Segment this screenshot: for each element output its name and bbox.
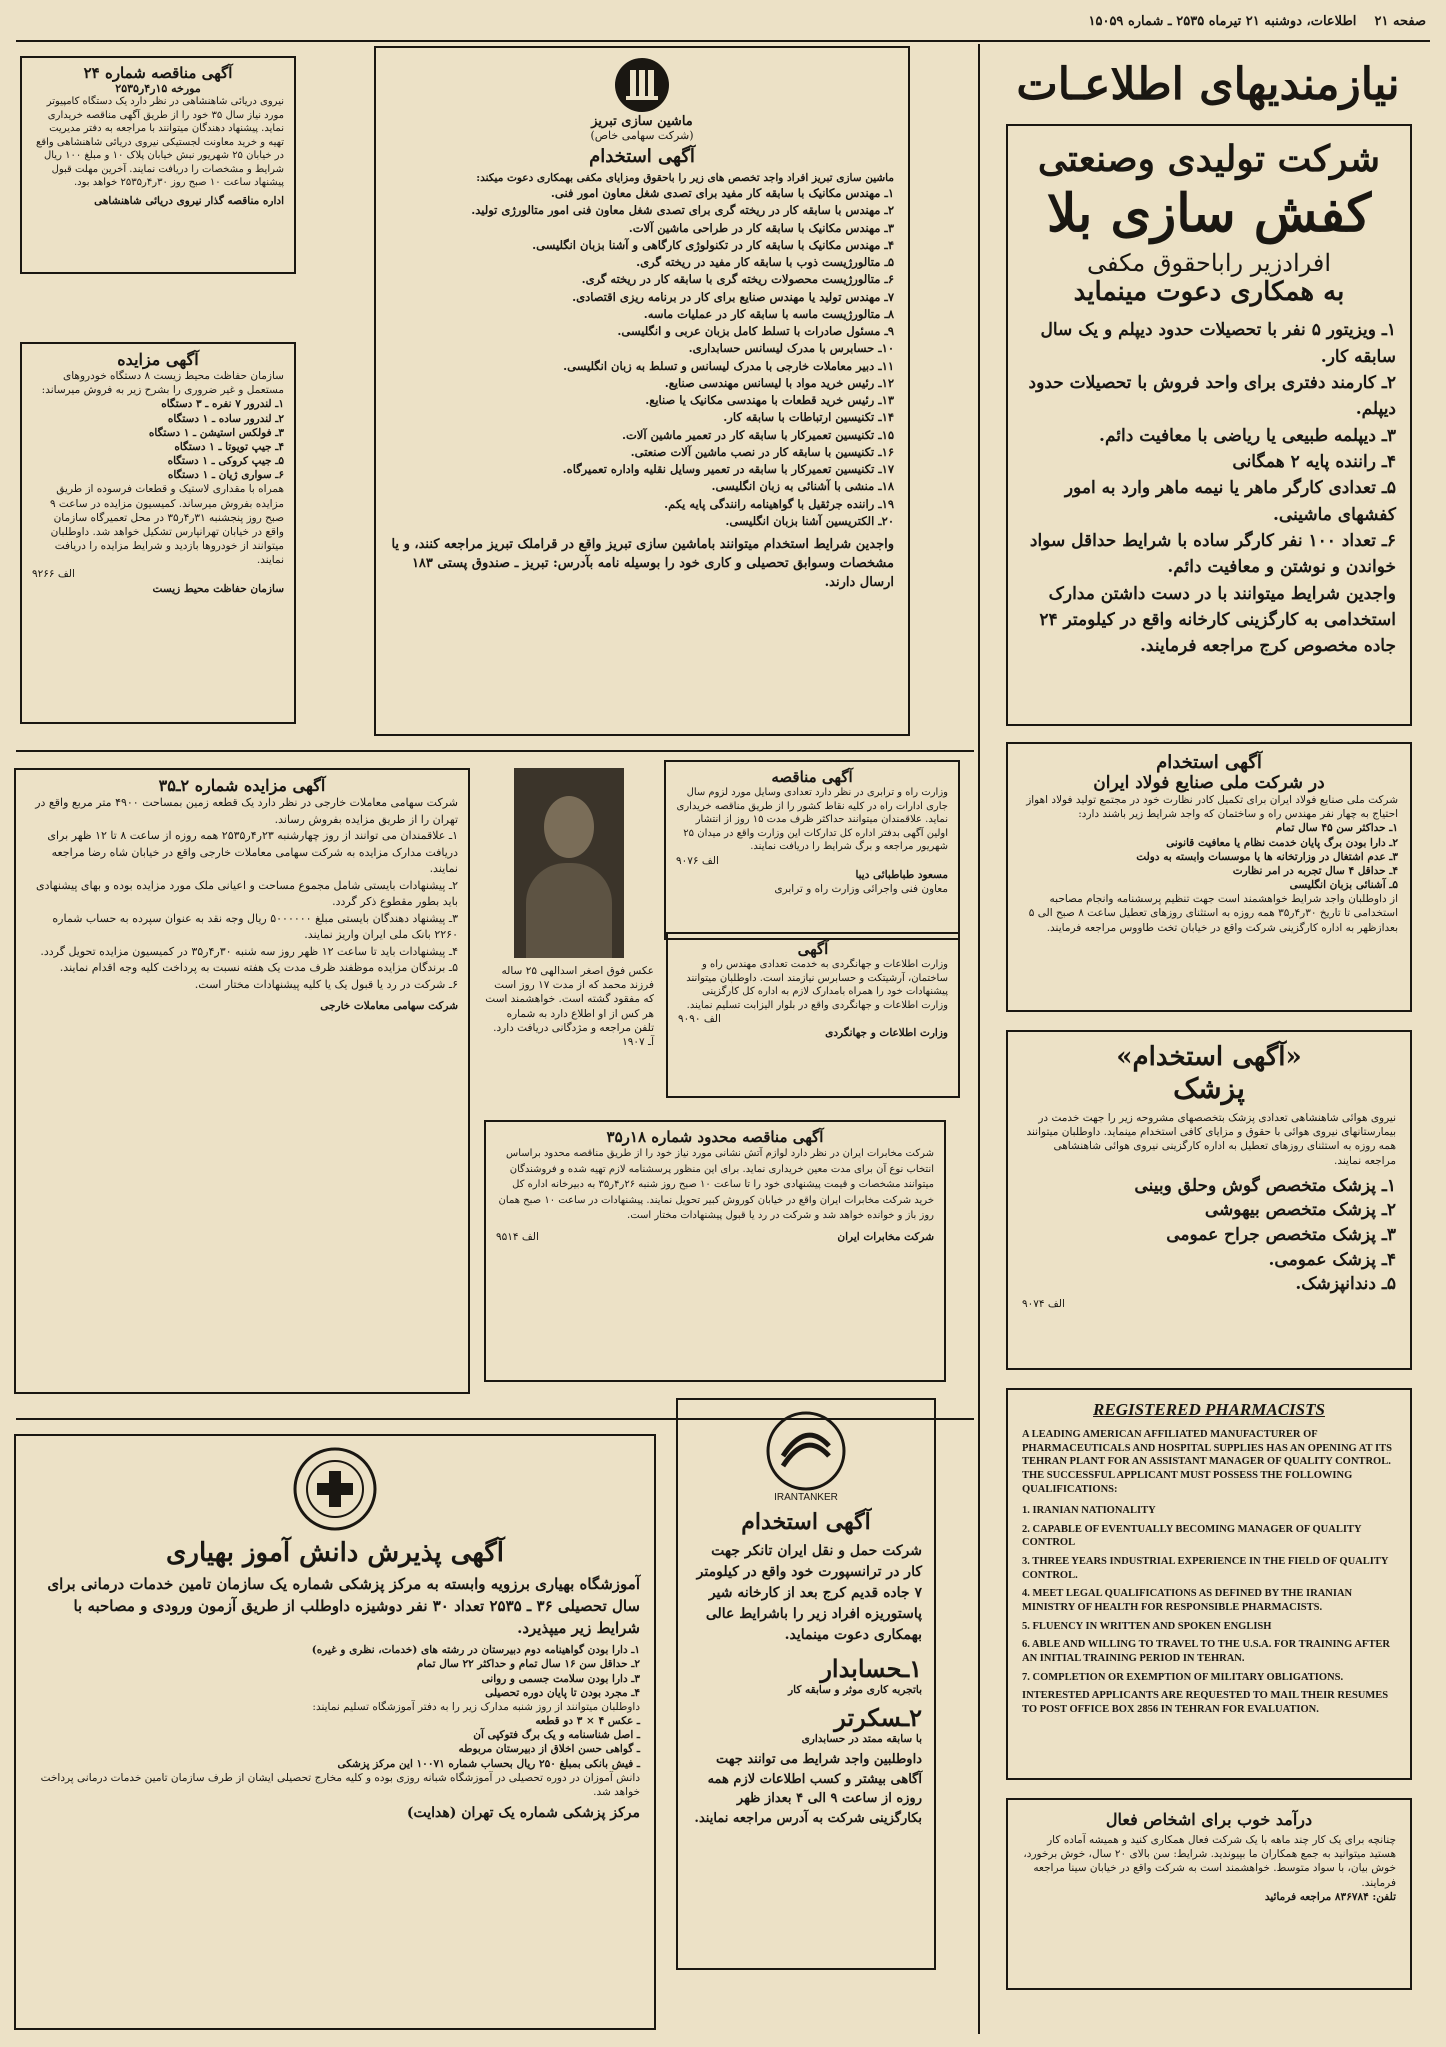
doctor-intro: نیروی هوائی شاهنشاهی تعدادی پزشک بتخصصهای مشروحه زیر را جهت خدمت در بیمارستانهای نیروی هوائی با حقوق و مزایای کافی استخدام مینماید. داوطلبان میتوانند همه روزه به استثنای روزهای تعطیل به اداره کارگزینی نیروی هوائی شاهنشاهی مراجعه نمایند. bbox=[1026, 1112, 1396, 1167]
machine-item: ۵ـ متالورژیست ذوب با سابقه کار مفید در ریخته گری. bbox=[636, 255, 894, 270]
steel-item: ۴ـ حداقل ۴ سال تجربه در امر نظارت bbox=[1232, 864, 1398, 877]
machine-footer: واجدین شرایط استخدام میتوانند باماشین سازی تبریز واقع در قراملک تبریز مراجعه کنند، و یا مشخصات وسوابق تحصیلی و کاری خود را بوسیله نامه بآدرس: تبریز ـ صندوق پستی ۱۸۳ ارسال دارند. bbox=[391, 537, 894, 590]
foreign-paragraph: ۴ـ پیشنهادات باید تا ساعت ۱۲ ظهر روز سه شنبه ۳۰ر۴ر۳۵ در کمیسیون مزایده تحویل گردد. bbox=[40, 944, 458, 958]
machine-item: ۶ـ متالورژیست محصولات ریخته گری با سابقه کار در ریخته گری. bbox=[581, 272, 894, 287]
roads-code: الف ۹۰۷۶ bbox=[676, 854, 719, 867]
doctor-item: ۱ـ پزشک متخصص گوش وحلق وبینی bbox=[1134, 1175, 1396, 1196]
machine-item: ۲۰ـ الکتریسین آشنا بزبان انگلیسی. bbox=[725, 513, 894, 528]
pharm-title: REGISTERED PHARMACISTS bbox=[1093, 1400, 1325, 1419]
shoe-item: ۱ـ ویزیتور ۵ نفر با تحصیلات حدود دیپلم و یک سال سابقه کار. bbox=[1040, 320, 1396, 367]
missing-code: آـ ۱۹۰۷ bbox=[622, 1035, 654, 1048]
income-body: چنانچه برای یک کار چند ماهه با یک شرکت فعال همکاری کنید و همیشه آماده کار هستید میتوانید به جمع همکاران ما بپیوندید. شرایط: سن بالای ۲۰ سال، خوش برخورد، خوش بیان، با سواد متوسط. خواهشمند است به شرکت واقع در خیابان سینا مراجعه فرمایند. bbox=[1023, 1834, 1396, 1889]
machine-intro: ماشین سازی تبریز افراد واجد تخصص های زیر را باحقوق ومزایای مکفی بهمکاری دعوت میکند: bbox=[476, 172, 894, 184]
roads-signer: مسعود طباطبائی دیبا bbox=[855, 868, 948, 881]
steel-intro: شرکت ملی صنایع فولاد ایران برای تکمیل کادر نظارت خود در مجتمع تولید فولاد اهواز احتیاج به چهار نفر مهندس راه و ساختمان که واجد شرایط زیر باشند دارد: bbox=[1026, 794, 1398, 821]
tanker-ad bbox=[676, 1398, 936, 1970]
tanker-footer: داوطلبین واجد شرایط می توانند جهت آگاهی بیشتر و کسب اطلاعات لازم همه روزه از ساعت ۹ الی ۴ بعداز ظهر بکارگزینی شرکت به آدرس مراجعه نمایند. bbox=[694, 1752, 922, 1826]
pharm-item: 7. COMPLETION OR EXEMPTION OF MILITARY OBLIGATIONS. bbox=[1022, 1671, 1344, 1683]
machine-item: ۳ـ مهندس مکانیک با سابقه کار در طراحی ماشین آلات. bbox=[628, 220, 894, 235]
nursing-docs-title: داوطلبان میتوانند از روز شنبه مدارک زیر را به دفتر آموزشگاه تسلیم نمایند: bbox=[312, 1700, 640, 1713]
env-item: ۶ـ سواری ژیان ـ ۱ دستگاه bbox=[167, 469, 284, 482]
shoe-item: ۳ـ دیپلمه طبیعی یا ریاضی با معافیت دائم. bbox=[1099, 425, 1396, 446]
section-title: نیازمندیهای اطلاعـات bbox=[1016, 59, 1400, 110]
machine-item: ۱۸ـ منشی با آشنائی به زبان انگلیسی. bbox=[711, 479, 894, 494]
foreign-paragraph: ۱ـ علاقمندان می توانند از روز چهارشنبه ۲۳ر۴ر۲۵۳۵ همه روزه از ساعت ۸ تا ۱۲ ظهر برای دریافت مدارک مزایده به شرکت سهامی معاملات خارجی واقع در خیابان شاه رضا مراجعه نمایند. bbox=[47, 829, 458, 875]
machine-logo-text: ماشین سازی تبریز bbox=[591, 114, 693, 129]
tanker-job2: ۲ـسکرتر bbox=[834, 1703, 922, 1733]
nursing-footer: دانش آموزان در دوره تحصیلی در آموزشگاه شبانه روزی بوده و کلیه مخارج تحصیلی ایشان از طرف سازمان تامین خدمات درمانی پرداخت خواهد شد. bbox=[40, 1771, 640, 1798]
machine-item: ۱ـ مهندس مکانیک با سابقه کار مفید برای تصدی شغل معاون امور فنی. bbox=[550, 186, 894, 201]
pharm-item: 3. THREE YEARS INDUSTRIAL EXPERIENCE IN THE FIELD OF QUALITY CONTROL. bbox=[1022, 1556, 1389, 1581]
column-rule bbox=[978, 44, 980, 2034]
nursing-item: ۳ـ دارا بودن سلامت جسمی و روانی bbox=[481, 1672, 640, 1685]
machine-logo-icon bbox=[613, 56, 671, 114]
env-auction-ad bbox=[20, 342, 296, 724]
foreign-paragraph: ۳ـ پیشنهاد دهندگان بایستی مبلغ ۵۰۰۰۰۰۰ ریال وجه نقد به عنوان سپرده به حساب شماره ۲۲۶۰ بانک ملی ایران واریز نمایند. bbox=[52, 911, 458, 941]
nursing-title: آگهی پذیرش دانش آموز بهیاری bbox=[166, 1538, 504, 1568]
tanker-logo-text: IRANTANKER bbox=[774, 1492, 838, 1503]
foreign-paragraph: ۲ـ پیشنهادات بایستی شامل مجموع مساحت و اعیانی ملک مورد مزایده بوده و بهای پیشنهادی باید بطور مقطوع ذکر گردد. bbox=[35, 878, 458, 908]
env-item: ۳ـ فولکس استیشن ـ ۱ دستگاه bbox=[148, 426, 284, 439]
steel-item: ۳ـ عدم اشتغال در وزارتخانه ها یا موسسات وابسته به دولت bbox=[1136, 850, 1398, 863]
nursing-ad bbox=[14, 1434, 656, 2030]
tanker-title: آگهی استخدام bbox=[741, 1509, 871, 1535]
shoe-item: ۴ـ راننده پایه ۲ همگانی bbox=[1232, 451, 1396, 472]
navy-tender-ad bbox=[20, 56, 296, 274]
env-body: همراه با مقداری لاستیک و قطعات فرسوده از طریق مزایده بفروش میرساند. کمیسیون مزایده در ساعت ۹ صبح روز پنجشنبه ۳۱ر۴ر۳۵ در محل تعمیرگاه سازمان واقع در خیابان تهرانپارس تشکیل خواهد شد. داوطلبان میتوانند از خودروها بازدید و شرایط مزایده را دریافت نمایند. bbox=[49, 483, 284, 567]
pharm-item: 5. FLUENCY IN WRITTEN AND SPOKEN ENGLISH bbox=[1022, 1620, 1272, 1632]
telecom-code: الف ۹۵۱۴ bbox=[496, 1230, 539, 1243]
machine-item: ۱۵ـ تکنیسین تعمیرکار با سابقه کار در تعمیر ماشین آلات. bbox=[621, 427, 894, 442]
pharm-item: 6. ABLE AND WILLING TO TRAVEL TO THE U.S.A. FOR TRAINING AFTER AN INITIAL TRAINING PERIOD IN TEHRAN. bbox=[1022, 1639, 1390, 1664]
env-code: الف ۹۲۶۶ bbox=[32, 568, 75, 581]
machine-item: ۱۰ـ حسابرس با مدرک لیسانس حسابداری. bbox=[688, 341, 894, 356]
header-rule bbox=[16, 40, 1430, 42]
income-title: درآمد خوب برای اشخاص فعال bbox=[1105, 1810, 1313, 1829]
foreign-title: آگهی مزایده شماره ۲ـ۳۵ bbox=[158, 776, 326, 795]
env-intro: سازمان حفاظت محیط زیست ۸ دستگاه خودروهای مستعمل و غیر ضروری را بشرح زیر به فروش میرساند: bbox=[41, 370, 284, 397]
machine-item: ۱۴ـ تکنیسین ارتباطات با سابقه کار. bbox=[723, 410, 894, 425]
doctor-item: ۲ـ پزشک متخصص بیهوشی bbox=[1204, 1200, 1396, 1221]
foreign-signature: شرکت سهامی معاملات خارجی bbox=[320, 1000, 458, 1012]
machine-item: ۷ـ مهندس تولید یا مهندس صنایع برای کار در برنامه ریزی اقتصادی. bbox=[572, 289, 894, 304]
income-ad bbox=[1006, 1798, 1412, 1990]
steel-ad bbox=[1006, 742, 1412, 1012]
machine-item: ۴ـ مهندس مکانیک با سابقه کار در تکنولوژی کارگاهی و آشنا بزبان انگلیسی. bbox=[532, 237, 894, 252]
env-item: ۵ـ جیپ کروکی ـ ۱ دستگاه bbox=[167, 455, 284, 468]
shoe-ad bbox=[1006, 124, 1412, 726]
nursing-doc: ـ فیش بانکی بمبلغ ۲۵۰ ریال بحساب شماره ۱۰۰۷۱ این مرکز پزشکی bbox=[337, 1757, 640, 1770]
page-header bbox=[20, 14, 1426, 38]
nursing-item: ۲ـ حداقل سن ۱۶ سال تمام و حداکثر ۲۲ سال تمام bbox=[416, 1658, 640, 1671]
info-title: آگهی bbox=[797, 940, 829, 958]
pharm-item: 2. CAPABLE OF EVENTUALLY BECOMING MANAGER OF QUALITY CONTROL bbox=[1022, 1523, 1362, 1549]
doctor-item: ۳ـ پزشک متخصص جراح عمومی bbox=[1166, 1224, 1396, 1245]
shoe-title2: کفش سازی بلا bbox=[1046, 182, 1372, 244]
doctor-title: «آگهی استخدام» bbox=[1116, 1042, 1302, 1072]
roads-body: وزارت راه و ترابری در نظر دارد تعدادی وسایل مورد لزوم سال جاری ادارات راه در کلیه نقاط کشور را از طریق مناقصه خریداری نماید. علاقمندان میتوانند حداکثر ظرف مدت ۱۵ روز از انتشار اولین آگهی بدفتر اداره کل تدارکات این وزارت واقع در میدان ۲۵ شهریور مراجعه و برگ شرایط را دریافت نمایند. bbox=[676, 787, 948, 852]
machine-item: ۹ـ مسئول صادرات با تسلط کامل بزبان عربی و انگلیسی. bbox=[617, 324, 894, 339]
doctor-item: ۵ـ دندانپزشک. bbox=[1295, 1274, 1396, 1295]
tanker-job1-desc: باتجربه کاری موثر و سابقه کار bbox=[788, 1684, 922, 1696]
page-number: صفحه ۲۱ bbox=[1374, 14, 1426, 29]
steel-item: ۲ـ دارا بودن برگ پایان خدمت نظام یا معافیت قانونی bbox=[1166, 836, 1398, 849]
nursing-item: ۱ـ دارا بودن گواهینامه دوم دبیرستان در رشته های (خدمات، نظری و غیره) bbox=[311, 1644, 640, 1657]
income-phone: تلفن: ۸۳۶۷۸۴ مراجعه فرمائید bbox=[1264, 1890, 1396, 1903]
nursing-intro: آموزشگاه بهیاری برزویه وابسته به مرکز پزشکی شماره یک سازمان تامین خدمات درمانی برای سال تحصیلی ۳۶ ـ ۲۵۳۵ تعداد ۳۰ نفر دوشیزه داوطلب از طریق آزمون ورودی و مصاحبه با شرایط زیر میپذیرد. bbox=[47, 1575, 640, 1637]
nursing-doc: ـ عکس ۴ × ۳ دو قطعه bbox=[535, 1715, 640, 1728]
nursing-doc: ـ اصل شناسنامه و یک برگ فتوکپی آن bbox=[473, 1729, 640, 1742]
steel-footer: از داوطلبان واجد شرایط خواهشمند است جهت تنظیم پرسشنامه وانجام مصاحبه استخدامی تا تاریخ ۳۰ر۴ر۳۵ همه روزه به استثنای روزهای تعطیل ساعت ۸ صبح الی ۵ بعدازظهر به اداره کارگزینی شرکت واقع در خیابان تخت طاووس مراجعه فرمایند. bbox=[1028, 893, 1398, 934]
shoe-footer: واجدین شرایط میتوانند با در دست داشتن مدارک استخدامی به کارگزینی کارخانه واقع در کیلومتر ۲۴ جاده مخصوص کرج مراجعه فرمایند. bbox=[1039, 583, 1396, 657]
doctor-code: الف ۹۰۷۴ bbox=[1022, 1297, 1065, 1310]
shoe-item: ۶ـ تعداد ۱۰۰ نفر کارگر ساده با شرایط حداقل سواد خواندن و نوشتن و معافیت دائم. bbox=[1029, 530, 1396, 578]
env-item: ۲ـ لندرور ساده ـ ۱ دستگاه bbox=[167, 412, 284, 425]
nursing-item: ۴ـ مجرد بودن تا پایان دوره تحصیلی bbox=[485, 1686, 640, 1699]
irantanker-logo-icon bbox=[765, 1410, 847, 1492]
pharm-item: 1. IRANIAN NATIONALITY bbox=[1022, 1505, 1156, 1517]
machine-item: ۱۲ـ رئیس خرید مواد با لیسانس مهندسی صنایع. bbox=[664, 375, 894, 390]
navy-signature: اداره مناقصه گذار نیروی دریائی شاهنشاهی bbox=[94, 194, 284, 207]
telecom-signature: شرکت مخابرات ایران bbox=[837, 1230, 934, 1243]
doctor-ad bbox=[1006, 1030, 1412, 1370]
navy-date: مورخه ۱۵ر۴ر۲۵۳۵ bbox=[115, 82, 201, 95]
shoe-sub1: افرادزیر راباحقوق مکفی bbox=[1086, 249, 1331, 278]
machine-item: ۱۶ـ تکنیسین با سابقه کار در نصب ماشین آلات صنعتی. bbox=[630, 444, 894, 459]
missing-photo bbox=[514, 768, 624, 958]
missing-caption: عکس فوق اصغر اسدالهی ۲۵ ساله فرزند محمد که از مدت ۱۷ روز است که مفقود گشته است. خواهشمند است هر کس از او اطلاع دارد به شماره تلفن مراجعه و مژدگانی دریافت دارد. bbox=[485, 965, 654, 1034]
machine-item: ۱۷ـ تکنیسین تعمیرکار با سابقه در تعمیر وسایل نقلیه واداره تعمیرگاه. bbox=[562, 462, 894, 477]
pharm-item: 4. MEET LEGAL QUALIFICATIONS AS DEFINED BY THE IRANIAN MINISTRY OF HEALTH FOR RESPONSIBLE PHARMACISTS. bbox=[1022, 1588, 1353, 1614]
pharm-intro: A LEADING AMERICAN AFFILIATED MANUFACTURER OF PHARMACEUTICALS AND HOSPITAL SUPPLIES HAS AN OPENING AT ITS TEHRAN PLANT FOR AN ASSISTANT MANAGER OF QUALITY CONTROL. THE SUCCESSFUL APPLICANT MUST POSSESS THE FOLLOWING QUALIFICATIONS: bbox=[1022, 1429, 1392, 1495]
foreign-paragraph: ۵ـ برندگان مزایده موظفند ظرف مدت یک هفته نسبت به پرداخت کلیه وجه اقدام نمایند. bbox=[59, 961, 458, 974]
shoe-title1: شرکت تولیدی وصنعتی bbox=[1037, 138, 1381, 180]
doctor-subtitle: پزشک bbox=[1173, 1072, 1245, 1105]
nursing-doc: ـ گواهی حسن اخلاق از دبیرستان مربوطه bbox=[458, 1743, 640, 1756]
tanker-intro: شرکت حمل و نقل ایران تانکر جهت کار در ترانسپورت خود واقع در کیلومتر ۷ جاده قدیم کرج بعد از کارخانه شیر پاستوریزه افراد زیر را باشرایط عالی بهمکاری دعوت مینماید. bbox=[696, 1543, 922, 1643]
foreign-paragraph: ۶ـ شرکت در رد یا قبول یک یا کلیه پیشنهادات مختار است. bbox=[194, 977, 458, 991]
tanker-job1: ۱ـحسابدار bbox=[820, 1654, 922, 1683]
roads-title: آگهی مناقصه bbox=[771, 768, 853, 786]
machine-logo-sub: (شرکت سهامی خاص) bbox=[590, 129, 694, 142]
telecom-ad bbox=[484, 1120, 946, 1382]
machine-item: ۲ـ مهندس با سابقه کار در ریخته گری برای تصدی شغل معاون فنی امور متالورژی تولید. bbox=[471, 203, 894, 218]
machine-item: ۱۱ـ دبیر معاملات خارجی با مدرک لیسانس و تسلط به زبان انگلیسی. bbox=[563, 358, 894, 373]
steel-item: ۵ـ آشنائی بزبان انگلیسی bbox=[1289, 879, 1398, 892]
nursing-signature: مرکز پزشکی شماره یک تهران (هدایت) bbox=[406, 1805, 640, 1822]
telecom-body: شرکت مخابرات ایران در نظر دارد لوازم آتش نشانی مورد نیاز خود را از طریق مناقصه محدود براساس انتخاب نوع آن برای مدت معین خریداری نماید. برای این منظور پرسشنامه لازم تهیه شده و فروشندگان میتوانند مشخصات و قیمت پیشنهادی خود را تا ساعت ۱۰ صبح روز شنبه ۲۶ر۴ر۳۵ به دبیرخانه اداره کل خرید شرکت مخابرات ایران واقع در خیابان کوروش کبیر تحویل نمایند. پیشنهادات در ساعت ۱۰ صبح همان روز باز و خوانده خواهد شد و شرکت در رد یا قبول پیشنهادات مختار است. bbox=[498, 1148, 934, 1221]
roads-tender-ad bbox=[664, 760, 960, 940]
env-title: آگهی مزایده bbox=[117, 350, 199, 369]
shoe-sub2: به همکاری دعوت مینماید bbox=[1073, 277, 1345, 308]
shoe-item: ۵ـ تعدادی کارگر ماهر یا نیمه ماهر وارد به امور کفشهای ماشینی. bbox=[1064, 478, 1396, 525]
info-code: الف ۹۰۹۰ bbox=[678, 1013, 721, 1025]
machine-title: آگهی استخدام bbox=[589, 146, 695, 167]
machine-ad bbox=[374, 46, 910, 736]
telecom-title: آگهی مناقصه محدود شماره ۱۸ر۳۵ bbox=[606, 1128, 824, 1146]
env-item: ۱ـ لندرور ۷ نفره ـ ۳ دستگاه bbox=[161, 398, 284, 411]
foreign-paragraph: شرکت سهامی معاملات خارجی در نظر دارد یک قطعه زمین بمساحت ۴۹۰۰ متر مربع واقع در تهران را از طریق مزایده بفروش رساند. bbox=[35, 796, 458, 826]
info-tourism-ad bbox=[666, 932, 960, 1098]
medical-center-logo-icon bbox=[292, 1446, 378, 1532]
env-item: ۴ـ جیپ تویوتا ـ ۱ دستگاه bbox=[174, 440, 284, 453]
machine-item: ۸ـ متالورژیست ماسه با سابقه کار در عملیات ماسه. bbox=[643, 306, 894, 321]
missing-notice bbox=[484, 768, 654, 1148]
tanker-job2-desc: با سابقه ممتد در حسابداری bbox=[801, 1733, 922, 1746]
navy-body: نیروی دریائی شاهنشاهی در نظر دارد یک دستگاه کامپیوتر مورد نیاز سال ۳۵ خود را از طریق آگهی مناقصه خریداری نماید. پیشنهاد دهندگان میتوانند با مراجعه به دفتر مدیریت تهیه و خرید معاونت لجستیکی نیروی دریائی شاهنشاهی واقع در خیابان ۲۵ شهریور نبش خیابان پلاک ۱۰ و مبلغ ۱۰۰ ریال شرایط و مشخصات را دریافت نمایند. آخرین مهلت قبول پیشنهاد ساعت ۱۰ صبح روز ۳۰ر۴ر۲۵۳۵ خواهد بود. bbox=[36, 96, 284, 188]
env-signature: سازمان حفاظت محیط زیست bbox=[152, 582, 284, 595]
roads-signer-role: معاون فنی واجرائی وزارت راه و ترابری bbox=[774, 882, 948, 895]
shoe-item: ۲ـ کارمند دفتری برای واحد فروش با تحصیلات حدود دیپلم. bbox=[1028, 372, 1396, 420]
info-body: وزارت اطلاعات و جهانگردی به خدمت تعدادی مهندس راه و ساختمان، آرشیتکت و حسابرس نیازمند است. داوطلبان میتوانند پیشنهادات خود را همراه بامدارک لازم به اداره کل کارگزینی وزارت اطلاعات و جهانگردی واقع در بلوار الیزابت تسلیم نمایند. bbox=[686, 959, 948, 1011]
info-signature: وزارت اطلاعات و جهانگردی bbox=[825, 1027, 948, 1040]
pharmacists-ad bbox=[1006, 1388, 1412, 1780]
section-rule bbox=[16, 750, 974, 752]
machine-item: ۱۳ـ رئیس خرید قطعات با مهندسی مکانیک یا صنایع. bbox=[645, 393, 894, 408]
issue-info: اطلاعات، دوشنبه ۲۱ تیرماه ۲۵۳۵ ـ شماره ۱۵۰۵۹ bbox=[1088, 14, 1357, 29]
machine-item: ۱۹ـ راننده جرثقیل با گواهینامه رانندگی پایه یکم. bbox=[664, 496, 894, 511]
steel-title: آگهی استخدام bbox=[1156, 752, 1262, 773]
pharm-footer: INTERESTED APPLICANTS ARE REQUESTED TO MAIL THEIR RESUMES TO POST OFFICE BOX 2856 IN TEHRAN FOR EVALUATION. bbox=[1022, 1690, 1389, 1715]
foreign-auction-ad bbox=[14, 768, 470, 1394]
steel-org: در شرکت ملی صنایع فولاد ایران bbox=[1093, 773, 1325, 793]
doctor-item: ۴ـ پزشک عمومی. bbox=[1268, 1249, 1396, 1270]
steel-item: ۱ـ حداکثر سن ۴۵ سال تمام bbox=[1275, 822, 1398, 835]
navy-title: آگهی مناقصه شماره ۲۴ bbox=[83, 64, 233, 82]
